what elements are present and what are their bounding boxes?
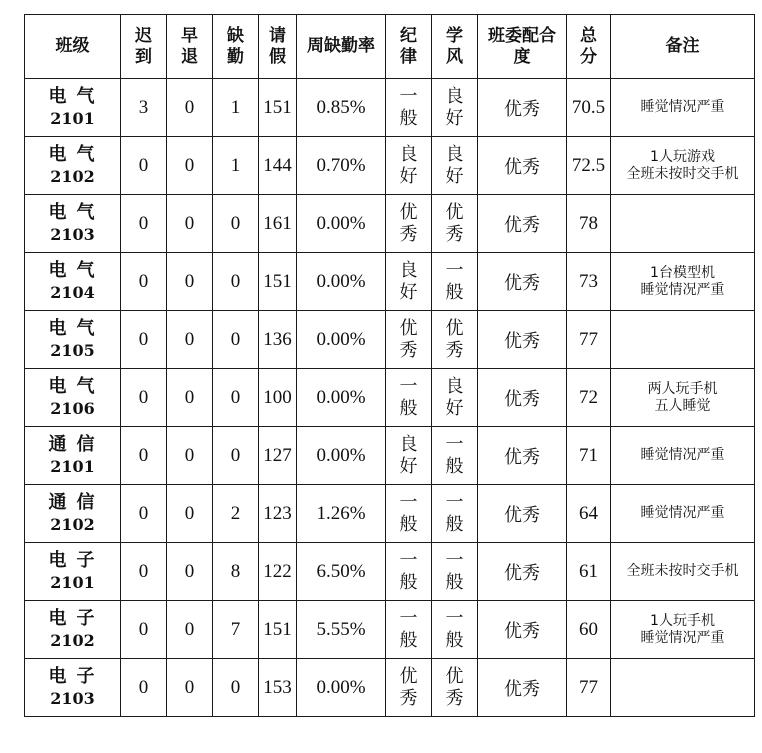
early-leave-cell: 0 [167,311,213,369]
remark-line: 全班未按时交手机 [626,165,739,182]
remark-cell [611,427,755,485]
discipline-cell: 良好 [386,427,432,485]
class-cell [25,311,121,369]
remark-line: 1人玩手机 [650,612,715,629]
table-row [25,137,755,195]
table-row [25,79,755,137]
remark-line: 1台模型机 [650,264,715,281]
discipline-cell: 良好 [386,253,432,311]
study-style-cell: 良好 [432,137,478,195]
class-department: 电子 [48,549,105,571]
remark-line: 睡觉情况严重 [640,99,725,115]
discipline-cell: 一般 [386,79,432,137]
class-department: 电气 [48,201,105,223]
header-leave: 请假 [259,15,297,79]
absent-cell: 0 [213,311,259,369]
remark-cell [611,601,755,659]
attendance-table [24,14,755,717]
table-row [25,485,755,543]
remark-cell [611,137,755,195]
total-cell: 60 [567,601,611,659]
table-row [25,253,755,311]
study-style-cell: 优秀 [432,659,478,717]
leave-cell: 144 [259,137,297,195]
class-cell [25,137,121,195]
cooperation-cell: 优秀 [478,253,567,311]
absence-rate-cell: 0.00% [297,253,386,311]
early-leave-cell: 0 [167,79,213,137]
study-style-cell: 优秀 [432,311,478,369]
remark-cell [611,485,755,543]
discipline-cell: 优秀 [386,311,432,369]
late-cell: 0 [121,427,167,485]
discipline-cell: 一般 [386,543,432,601]
table-row [25,369,755,427]
class-number: 2102 [50,166,95,186]
remark-line: 五人睡觉 [654,397,711,414]
remark-cell [611,195,755,253]
table-row [25,195,755,253]
table-row [25,601,755,659]
study-style-cell: 一般 [432,427,478,485]
class-department: 电气 [48,375,105,397]
study-style-cell: 良好 [432,79,478,137]
discipline-cell: 一般 [386,369,432,427]
cooperation-cell: 优秀 [478,369,567,427]
class-cell [25,601,121,659]
total-cell: 78 [567,195,611,253]
class-cell [25,195,121,253]
cooperation-cell: 优秀 [478,79,567,137]
leave-cell: 161 [259,195,297,253]
header-remarks: 备注 [611,15,755,79]
remark-cell [611,311,755,369]
leave-cell: 123 [259,485,297,543]
header-late: 迟到 [121,15,167,79]
total-cell: 72.5 [567,137,611,195]
class-number: 2101 [50,456,95,476]
discipline-cell: 一般 [386,601,432,659]
cooperation-cell: 优秀 [478,659,567,717]
class-number: 2103 [50,224,95,244]
class-cell [25,543,121,601]
class-number: 2104 [50,282,95,302]
table-row [25,427,755,485]
total-cell: 70.5 [567,79,611,137]
class-number: 2103 [50,688,95,708]
class-department: 通信 [48,491,105,513]
absent-cell: 0 [213,195,259,253]
class-number: 2102 [50,630,95,650]
absence-rate-cell: 0.00% [297,659,386,717]
leave-cell: 153 [259,659,297,717]
leave-cell: 127 [259,427,297,485]
absence-rate-cell: 5.55% [297,601,386,659]
leave-cell: 151 [259,601,297,659]
absence-rate-cell: 0.00% [297,369,386,427]
total-cell: 61 [567,543,611,601]
cooperation-cell: 优秀 [478,543,567,601]
absent-cell: 7 [213,601,259,659]
early-leave-cell: 0 [167,427,213,485]
absence-rate-cell: 6.50% [297,543,386,601]
absence-rate-cell: 1.26% [297,485,386,543]
late-cell: 0 [121,311,167,369]
class-cell [25,659,121,717]
early-leave-cell: 0 [167,485,213,543]
remark-line: 1人玩游戏 [650,148,715,165]
discipline-cell: 一般 [386,485,432,543]
cooperation-cell: 优秀 [478,427,567,485]
table-row [25,311,755,369]
late-cell: 0 [121,659,167,717]
cooperation-cell: 优秀 [478,195,567,253]
study-style-cell: 一般 [432,253,478,311]
absence-rate-cell: 0.00% [297,311,386,369]
total-cell: 72 [567,369,611,427]
class-department: 电气 [48,259,105,281]
cooperation-cell: 优秀 [478,485,567,543]
remark-line: 睡觉情况严重 [640,629,725,646]
remark-line: 两人玩手机 [647,380,718,397]
study-style-cell: 一般 [432,601,478,659]
study-style-cell: 一般 [432,485,478,543]
class-cell [25,427,121,485]
class-number: 2102 [50,514,95,534]
remark-cell [611,659,755,717]
header-discipline: 纪律 [386,15,432,79]
header-early-leave: 早退 [167,15,213,79]
discipline-cell: 优秀 [386,659,432,717]
header-total: 总分 [567,15,611,79]
early-leave-cell: 0 [167,369,213,427]
leave-cell: 151 [259,253,297,311]
class-department: 通信 [48,433,105,455]
class-department: 电气 [48,317,105,339]
table-row [25,543,755,601]
header-class: 班级 [25,15,121,79]
discipline-cell: 良好 [386,137,432,195]
late-cell: 0 [121,195,167,253]
total-cell: 64 [567,485,611,543]
class-number: 2106 [50,398,95,418]
absence-rate-cell: 0.70% [297,137,386,195]
remark-cell [611,543,755,601]
late-cell: 0 [121,137,167,195]
early-leave-cell: 0 [167,659,213,717]
remark-line: 全班未按时交手机 [626,563,739,579]
late-cell: 0 [121,543,167,601]
absence-rate-cell: 0.85% [297,79,386,137]
late-cell: 0 [121,369,167,427]
early-leave-cell: 0 [167,601,213,659]
study-style-cell: 一般 [432,543,478,601]
remark-line: 睡觉情况严重 [640,447,725,463]
leave-cell: 151 [259,79,297,137]
absence-rate-cell: 0.00% [297,195,386,253]
class-number: 2105 [50,340,95,360]
cooperation-cell: 优秀 [478,311,567,369]
cooperation-cell: 优秀 [478,137,567,195]
class-cell [25,485,121,543]
total-cell: 77 [567,659,611,717]
discipline-cell: 优秀 [386,195,432,253]
late-cell: 3 [121,79,167,137]
class-cell [25,79,121,137]
late-cell: 0 [121,253,167,311]
study-style-cell: 优秀 [432,195,478,253]
late-cell: 0 [121,485,167,543]
early-leave-cell: 0 [167,543,213,601]
remark-cell [611,79,755,137]
leave-cell: 136 [259,311,297,369]
early-leave-cell: 0 [167,253,213,311]
class-number: 2101 [50,572,95,592]
remark-cell [611,253,755,311]
class-department: 电子 [48,607,105,629]
total-cell: 73 [567,253,611,311]
study-style-cell: 良好 [432,369,478,427]
early-leave-cell: 0 [167,137,213,195]
header-committee-cooperation: 班委配合度 [478,15,567,79]
class-number: 2101 [50,108,95,128]
absence-rate-cell: 0.00% [297,427,386,485]
absent-cell: 0 [213,427,259,485]
leave-cell: 100 [259,369,297,427]
absent-cell: 1 [213,79,259,137]
early-leave-cell: 0 [167,195,213,253]
absent-cell: 8 [213,543,259,601]
remark-line: 睡觉情况严重 [640,505,725,521]
class-department: 电子 [48,665,105,687]
absent-cell: 0 [213,659,259,717]
header-absence-rate: 周缺勤率 [297,15,386,79]
class-department: 电气 [48,85,105,107]
leave-cell: 122 [259,543,297,601]
class-cell [25,253,121,311]
table-row [25,659,755,717]
remark-cell [611,369,755,427]
cooperation-cell: 优秀 [478,601,567,659]
total-cell: 77 [567,311,611,369]
header-study-style: 学风 [432,15,478,79]
header-row [25,15,755,79]
remark-line: 睡觉情况严重 [640,281,725,298]
absent-cell: 0 [213,253,259,311]
class-cell [25,369,121,427]
late-cell: 0 [121,601,167,659]
absent-cell: 2 [213,485,259,543]
class-department: 电气 [48,143,105,165]
absent-cell: 0 [213,369,259,427]
absent-cell: 1 [213,137,259,195]
header-absent: 缺勤 [213,15,259,79]
total-cell: 71 [567,427,611,485]
